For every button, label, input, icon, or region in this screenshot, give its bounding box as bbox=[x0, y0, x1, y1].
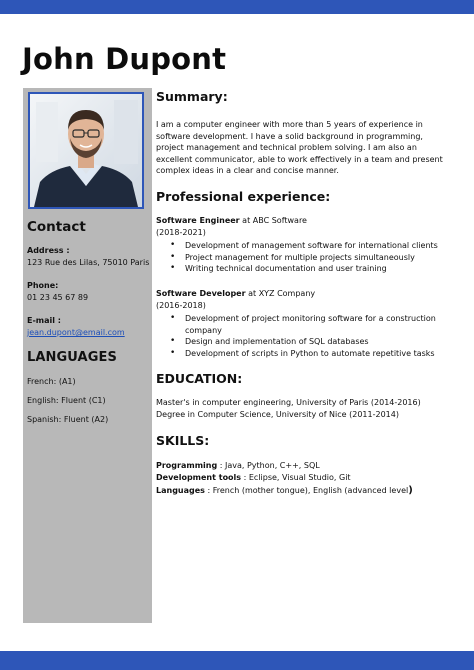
education-heading: EDUCATION: bbox=[156, 371, 243, 386]
job-title: Software Engineer bbox=[156, 216, 240, 225]
list-item: • Design and implementation of SQL databases bbox=[170, 336, 456, 348]
skill-item bbox=[156, 485, 413, 496]
job-company: at XYZ Company bbox=[245, 289, 316, 298]
languages-heading: LANGUAGES bbox=[27, 350, 117, 365]
summary-text: I am a computer engineer with more than 5 years of experience in software development. I have a solid background in programming, project management and technical problem solving. I am also an excellent communicator, able to work effectively in a team and present complex ideas in a clear and concise manner. bbox=[156, 120, 443, 176]
job-title: Software Developer bbox=[156, 289, 246, 298]
contact-heading: Contact bbox=[27, 219, 86, 235]
sidebar bbox=[23, 88, 152, 623]
education-item: Master's in computer engineering, University of Paris (2014-2016) bbox=[156, 398, 421, 407]
job-title-line bbox=[156, 216, 307, 225]
education-item: Degree in Computer Science, University of Nice (2011-2014) bbox=[156, 410, 399, 419]
job-company: at ABC Software bbox=[239, 216, 307, 225]
skill-label: Programming bbox=[156, 461, 218, 470]
profile-photo bbox=[28, 92, 144, 209]
skill-value-tail: ) bbox=[408, 485, 413, 496]
job-dates: (2018-2021) bbox=[156, 228, 206, 237]
list-item: • Writing technical documentation and user training bbox=[170, 263, 456, 275]
skill-item bbox=[156, 461, 320, 470]
skill-value: : Java, Python, C++, SQL bbox=[217, 461, 320, 470]
skills-heading: SKILLS: bbox=[156, 433, 210, 448]
job-duties-list bbox=[170, 313, 456, 359]
list-item: • Development of management software for international clients bbox=[170, 240, 456, 252]
phone-label: Phone: bbox=[27, 281, 59, 290]
language-item: Spanish: Fluent (A2) bbox=[27, 415, 109, 424]
email-link[interactable]: jean.dupont@email.com bbox=[27, 328, 125, 337]
top-accent-bar bbox=[0, 0, 474, 14]
bottom-accent-bar bbox=[0, 651, 474, 670]
experience-heading: Professional experience: bbox=[156, 189, 331, 204]
list-item: • Project management for multiple projects simultaneously bbox=[170, 252, 456, 264]
candidate-name: John Dupont bbox=[22, 42, 227, 76]
email-label: E-mail : bbox=[27, 316, 61, 325]
skill-item bbox=[156, 473, 351, 482]
list-item: • Development of scripts in Python to automate repetitive tasks bbox=[170, 348, 456, 360]
skill-value: : French (mother tongue), English (advanced level bbox=[204, 486, 409, 495]
language-item: French: (A1) bbox=[27, 377, 76, 386]
skill-label: Languages bbox=[156, 486, 205, 495]
address-value: 123 Rue des Lilas, 75010 Paris bbox=[27, 258, 150, 267]
job-dates: (2016-2018) bbox=[156, 301, 206, 310]
job-title-line bbox=[156, 289, 315, 298]
phone-value: 01 23 45 67 89 bbox=[27, 293, 89, 302]
list-item: • Development of project monitoring software for a construction company bbox=[170, 313, 456, 336]
skill-label: Development tools bbox=[156, 473, 242, 482]
summary-heading: Summary: bbox=[156, 89, 228, 104]
profile-photo-image bbox=[30, 94, 142, 207]
skill-value: : Eclipse, Visual Studio, Git bbox=[241, 473, 351, 482]
address-label: Address : bbox=[27, 246, 70, 255]
job-duties-list bbox=[170, 240, 456, 275]
language-item: English: Fluent (C1) bbox=[27, 396, 106, 405]
